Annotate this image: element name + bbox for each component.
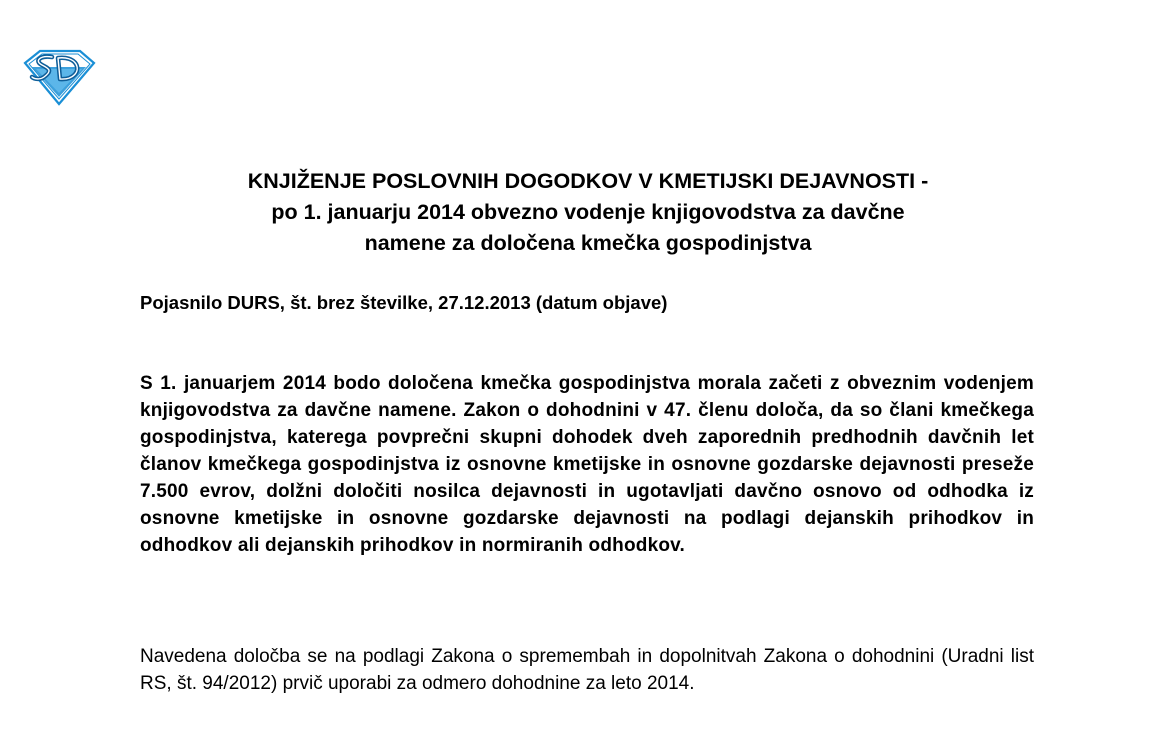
title-line-1: KNJIŽENJE POSLOVNIH DOGODKOV V KMETIJSKI DEJAVNOSTI -: [247, 169, 929, 193]
title-line-2: po 1. januarju 2014 obvezno vodenje knjigovodstva za davčne: [271, 200, 905, 224]
sd-logo: [22, 49, 96, 106]
body-paragraph-1: S 1. januarjem 2014 bodo določena kmečka gospodinjstva morala začeti z obveznim vodenjem knjigovodstva za davčne namene. Zakon o dohodnini v 47. členu določa, da so člani kmečkega gospodinjstva, katerega povprečni skupni dohodek dveh zaporednih predhodnih davčnih let članov kmečkega gospodinjstva iz osnovne kmetijske in osnovne gozdarske dejavnosti preseže 7.500 evrov, dolžni določiti nosilca dejavnosti in ugotavljati davčno osnovo od odhodka iz osnovne kmetijske in osnovne gozdarske dejavnosti na podlagi dejanskih prihodkov in odhodkov ali dejanskih prihodkov in normiranih odhodkov.: [140, 373, 1034, 556]
sd-logo-shield-icon: [22, 49, 96, 106]
body-paragraph-2: Navedena določba se na podlagi Zakona o spremembah in dopolnitvah Zakona o dohodnini (Uradni list RS, št. 94/2012) prvič uporabi za odmero dohodnine za leto 2014.: [140, 646, 1034, 694]
document-title: [140, 166, 1036, 259]
title-line-3: namene za določena kmečka gospodinjstva: [364, 231, 812, 255]
document-source-line: Pojasnilo DURS, št. brez številke, 27.12.2013 (datum objave): [140, 292, 668, 313]
